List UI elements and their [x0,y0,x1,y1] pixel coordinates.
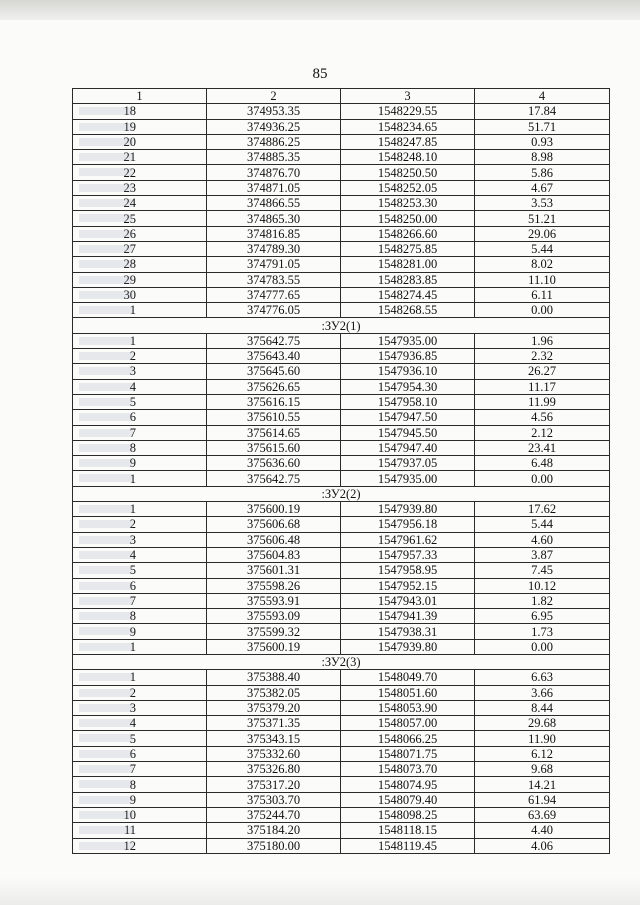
table-row [73,410,610,425]
table-row [73,532,610,547]
point-number: 19 [73,119,207,134]
x-coordinate: 375606.48 [207,532,341,547]
y-coordinate: 1547939.80 [341,639,475,654]
y-coordinate: 1548057.00 [341,716,475,731]
x-coordinate: 375642.75 [207,333,341,348]
point-number: 1 [73,471,207,486]
distance: 5.44 [475,517,610,532]
point-number: 1 [73,333,207,348]
x-coordinate: 374865.30 [207,211,341,226]
x-coordinate: 375604.83 [207,547,341,562]
y-coordinate: 1547939.80 [341,502,475,517]
y-coordinate: 1548234.65 [341,119,475,134]
distance: 0.93 [475,134,610,149]
y-coordinate: 1548250.00 [341,211,475,226]
point-number: 10 [73,807,207,822]
y-coordinate: 1547936.85 [341,349,475,364]
table-row [73,792,610,807]
coordinates-table [72,88,610,854]
point-number: 6 [73,410,207,425]
table-row [73,593,610,608]
distance: 1.96 [475,333,610,348]
point-number: 28 [73,257,207,272]
point-number: 5 [73,731,207,746]
y-coordinate: 1548051.60 [341,685,475,700]
x-coordinate: 375332.60 [207,746,341,761]
y-coordinate: 1547947.50 [341,410,475,425]
point-number: 8 [73,609,207,624]
table-row [73,394,610,409]
point-number: 4 [73,716,207,731]
table-row [73,303,610,318]
table-row [73,716,610,731]
x-coordinate: 374783.55 [207,272,341,287]
distance: 5.86 [475,165,610,180]
table-row [73,777,610,792]
header-col-3: 3 [341,89,475,104]
point-number: 29 [73,272,207,287]
table-row [73,762,610,777]
point-number: 9 [73,792,207,807]
table-row [73,379,610,394]
distance: 63.69 [475,807,610,822]
y-coordinate: 1548079.40 [341,792,475,807]
table-row [73,211,610,226]
point-number: 1 [73,670,207,685]
table-row [73,700,610,715]
header-col-4: 4 [475,89,610,104]
point-number: 1 [73,303,207,318]
x-coordinate: 375593.91 [207,593,341,608]
point-number: 7 [73,425,207,440]
x-coordinate: 374777.65 [207,287,341,302]
table-row [73,517,610,532]
y-coordinate: 1547935.00 [341,471,475,486]
distance: 3.87 [475,547,610,562]
y-coordinate: 1548274.45 [341,287,475,302]
table-row [73,838,610,853]
x-coordinate: 375388.40 [207,670,341,685]
y-coordinate: 1548283.85 [341,272,475,287]
y-coordinate: 1548248.10 [341,150,475,165]
y-coordinate: 1548275.85 [341,241,475,256]
distance: 3.66 [475,685,610,700]
table-row [73,333,610,348]
distance: 29.68 [475,716,610,731]
y-coordinate: 1547954.30 [341,379,475,394]
distance: 51.21 [475,211,610,226]
point-number: 8 [73,440,207,455]
distance: 8.02 [475,257,610,272]
x-coordinate: 375303.70 [207,792,341,807]
table-row [73,272,610,287]
table-row [73,287,610,302]
x-coordinate: 375643.40 [207,349,341,364]
table-row [73,364,610,379]
distance: 2.12 [475,425,610,440]
point-number: 8 [73,777,207,792]
y-coordinate: 1548049.70 [341,670,475,685]
page-number: 85 [312,66,328,82]
scan-bottom-edge [0,877,640,905]
point-number: 12 [73,838,207,853]
distance: 6.63 [475,670,610,685]
x-coordinate: 374816.85 [207,226,341,241]
distance: 5.44 [475,241,610,256]
x-coordinate: 375616.15 [207,394,341,409]
point-number: 4 [73,547,207,562]
x-coordinate: 375184.20 [207,823,341,838]
point-number: 2 [73,685,207,700]
point-number: 24 [73,196,207,211]
table-row [73,104,610,119]
x-coordinate: 375180.00 [207,838,341,853]
distance: 23.41 [475,440,610,455]
distance: 8.98 [475,150,610,165]
y-coordinate: 1548266.60 [341,226,475,241]
y-coordinate: 1548268.55 [341,303,475,318]
x-coordinate: 375645.60 [207,364,341,379]
point-number: 23 [73,180,207,195]
table-row [73,196,610,211]
point-number: 30 [73,287,207,302]
y-coordinate: 1548073.70 [341,762,475,777]
y-coordinate: 1548250.50 [341,165,475,180]
table-row [73,471,610,486]
distance: 17.84 [475,104,610,119]
x-coordinate: 375600.19 [207,639,341,654]
x-coordinate: 375615.60 [207,440,341,455]
section-title-row [73,318,610,333]
x-coordinate: 375371.35 [207,716,341,731]
section-title: :ЗУ2(1) [73,318,610,333]
distance: 29.06 [475,226,610,241]
table-header-row [73,89,610,104]
distance: 1.73 [475,624,610,639]
table-row [73,456,610,471]
point-number: 2 [73,349,207,364]
distance: 6.95 [475,609,610,624]
point-number: 22 [73,165,207,180]
point-number: 2 [73,517,207,532]
point-number: 4 [73,379,207,394]
point-number: 5 [73,563,207,578]
y-coordinate: 1548098.25 [341,807,475,822]
x-coordinate: 374936.25 [207,119,341,134]
x-coordinate: 374876.70 [207,165,341,180]
distance: 11.17 [475,379,610,394]
distance: 9.68 [475,762,610,777]
y-coordinate: 1547961.62 [341,532,475,547]
table-row [73,624,610,639]
y-coordinate: 1548119.45 [341,838,475,853]
y-coordinate: 1547958.10 [341,394,475,409]
distance: 4.40 [475,823,610,838]
x-coordinate: 375326.80 [207,762,341,777]
point-number: 18 [73,104,207,119]
table-row [73,670,610,685]
distance: 11.10 [475,272,610,287]
table-row [73,241,610,256]
y-coordinate: 1547945.50 [341,425,475,440]
distance: 51.71 [475,119,610,134]
distance: 11.99 [475,394,610,409]
y-coordinate: 1547947.40 [341,440,475,455]
x-coordinate: 374791.05 [207,257,341,272]
distance: 1.82 [475,593,610,608]
point-number: 27 [73,241,207,256]
distance: 17.62 [475,502,610,517]
x-coordinate: 374866.55 [207,196,341,211]
y-coordinate: 1548247.85 [341,134,475,149]
section-title: :ЗУ2(3) [73,654,610,669]
x-coordinate: 375610.55 [207,410,341,425]
y-coordinate: 1547943.01 [341,593,475,608]
table-row [73,257,610,272]
y-coordinate: 1547952.15 [341,578,475,593]
y-coordinate: 1547936.10 [341,364,475,379]
point-number: 7 [73,593,207,608]
table-row [73,609,610,624]
table-row [73,349,610,364]
x-coordinate: 375317.20 [207,777,341,792]
distance: 4.60 [475,532,610,547]
distance: 10.12 [475,578,610,593]
x-coordinate: 375244.70 [207,807,341,822]
y-coordinate: 1548229.55 [341,104,475,119]
distance: 7.45 [475,563,610,578]
x-coordinate: 375606.68 [207,517,341,532]
distance: 61.94 [475,792,610,807]
table-row [73,165,610,180]
table-row [73,823,610,838]
y-coordinate: 1547935.00 [341,333,475,348]
distance: 4.06 [475,838,610,853]
point-number: 6 [73,578,207,593]
point-number: 20 [73,134,207,149]
point-number: 3 [73,700,207,715]
y-coordinate: 1548071.75 [341,746,475,761]
point-number: 9 [73,624,207,639]
x-coordinate: 375599.32 [207,624,341,639]
x-coordinate: 375593.09 [207,609,341,624]
table-row [73,685,610,700]
section-title-row [73,486,610,501]
distance: 4.56 [475,410,610,425]
point-number: 3 [73,364,207,379]
distance: 8.44 [475,700,610,715]
distance: 3.53 [475,196,610,211]
point-number: 25 [73,211,207,226]
point-number: 7 [73,762,207,777]
y-coordinate: 1547958.95 [341,563,475,578]
y-coordinate: 1548281.00 [341,257,475,272]
table-row [73,746,610,761]
table-row [73,150,610,165]
table-row [73,134,610,149]
x-coordinate: 375601.31 [207,563,341,578]
distance: 6.48 [475,456,610,471]
distance: 6.12 [475,746,610,761]
x-coordinate: 375379.20 [207,700,341,715]
y-coordinate: 1548074.95 [341,777,475,792]
y-coordinate: 1548066.25 [341,731,475,746]
scan-top-edge [0,0,640,20]
distance: 11.90 [475,731,610,746]
table-row [73,563,610,578]
section-title-row [73,654,610,669]
y-coordinate: 1547938.31 [341,624,475,639]
coordinates-table-body [73,89,610,854]
x-coordinate: 375598.26 [207,578,341,593]
table-row [73,731,610,746]
y-coordinate: 1547941.39 [341,609,475,624]
point-number: 6 [73,746,207,761]
distance: 0.00 [475,471,610,486]
y-coordinate: 1547957.33 [341,547,475,562]
distance: 14.21 [475,777,610,792]
table-row [73,226,610,241]
point-number: 1 [73,502,207,517]
distance: 0.00 [475,303,610,318]
x-coordinate: 375382.05 [207,685,341,700]
x-coordinate: 374885.35 [207,150,341,165]
distance: 26.27 [475,364,610,379]
table-row [73,639,610,654]
y-coordinate: 1548053.90 [341,700,475,715]
section-title: :ЗУ2(2) [73,486,610,501]
point-number: 26 [73,226,207,241]
y-coordinate: 1547956.18 [341,517,475,532]
x-coordinate: 375600.19 [207,502,341,517]
table-row [73,547,610,562]
point-number: 11 [73,823,207,838]
x-coordinate: 374953.35 [207,104,341,119]
x-coordinate: 375642.75 [207,471,341,486]
table-row [73,807,610,822]
distance: 0.00 [475,639,610,654]
x-coordinate: 374871.05 [207,180,341,195]
x-coordinate: 375343.15 [207,731,341,746]
point-number: 9 [73,456,207,471]
x-coordinate: 374886.25 [207,134,341,149]
point-number: 5 [73,394,207,409]
y-coordinate: 1548252.05 [341,180,475,195]
header-col-1: 1 [73,89,207,104]
table-row [73,502,610,517]
x-coordinate: 374776.05 [207,303,341,318]
table-row [73,180,610,195]
table-row [73,440,610,455]
y-coordinate: 1548118.15 [341,823,475,838]
point-number: 21 [73,150,207,165]
x-coordinate: 375636.60 [207,456,341,471]
distance: 4.67 [475,180,610,195]
x-coordinate: 375614.65 [207,425,341,440]
point-number: 3 [73,532,207,547]
distance: 2.32 [475,349,610,364]
distance: 6.11 [475,287,610,302]
x-coordinate: 375626.65 [207,379,341,394]
point-number: 1 [73,639,207,654]
table-row [73,119,610,134]
header-col-2: 2 [207,89,341,104]
table-row [73,578,610,593]
y-coordinate: 1548253.30 [341,196,475,211]
y-coordinate: 1547937.05 [341,456,475,471]
x-coordinate: 374789.30 [207,241,341,256]
table-row [73,425,610,440]
